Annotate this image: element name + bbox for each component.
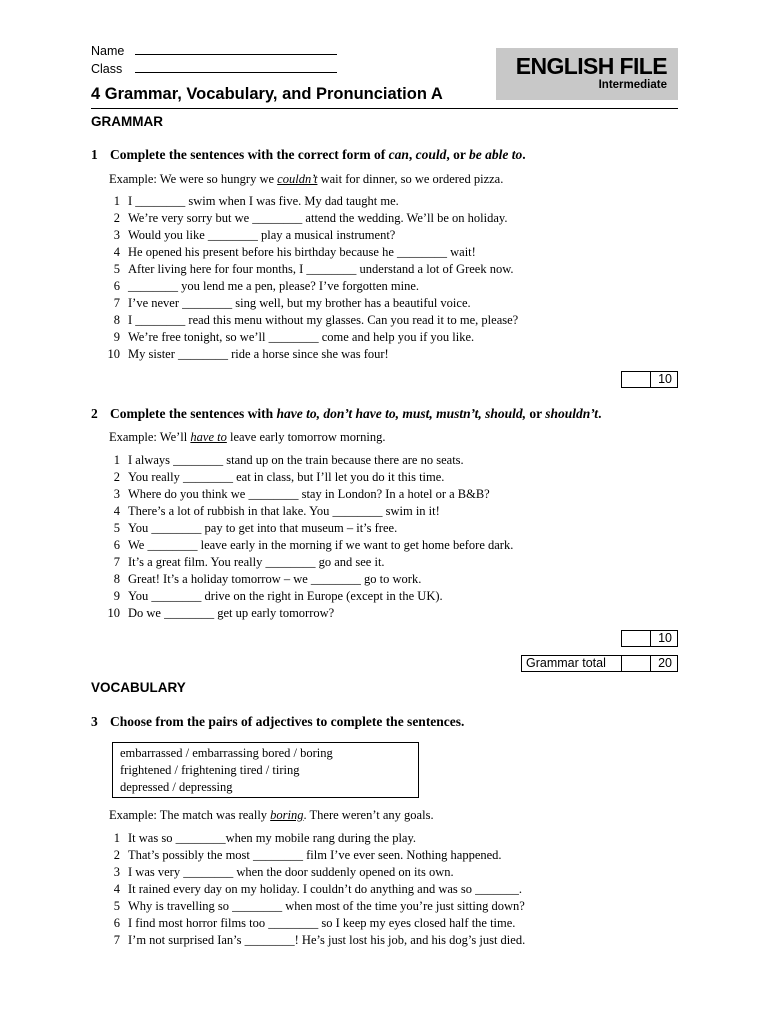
exercise-item[interactable] — [100, 588, 513, 605]
exercise-item[interactable] — [100, 210, 518, 227]
item-text: I ________ read this menu without my glasses. Can you read it to me, please? — [128, 313, 519, 327]
brand-text: ENGLISH FILE — [515, 53, 667, 79]
exercise-item[interactable] — [100, 554, 513, 571]
exercise-item[interactable] — [100, 503, 513, 520]
exercise-item[interactable] — [100, 193, 518, 210]
item-text: You ________ drive on the right in Europe (except in the UK). — [128, 589, 443, 603]
exercise-item[interactable] — [100, 898, 525, 915]
class-label: Class — [91, 62, 123, 76]
item-number: 3 — [113, 487, 120, 501]
item-number: 7 — [113, 296, 120, 310]
q1-example-answer: couldn’t — [277, 172, 318, 186]
grammar-total-box — [521, 655, 678, 672]
item-number: 1 — [113, 831, 120, 845]
item-text: I ________ swim when I was five. My dad taught me. — [128, 194, 399, 208]
question-2-example — [109, 430, 385, 445]
item-number: 5 — [113, 899, 120, 913]
item-text: My sister ________ ride a horse since she was four! — [128, 347, 389, 361]
name-label: Name — [91, 44, 125, 58]
item-number: 9 — [113, 330, 120, 344]
q3-example-answer: boring — [270, 808, 304, 822]
exercise-item[interactable] — [100, 847, 525, 864]
vocabulary-heading: VOCABULARY — [91, 680, 186, 695]
question-3-example — [109, 808, 434, 823]
exercise-item[interactable] — [100, 329, 518, 346]
item-text: You really ________ eat in class, but I’ll let you do it this time. — [128, 470, 445, 484]
item-text: Would you like ________ play a musical instrument? — [128, 228, 396, 242]
item-text: Great! It’s a holiday tomorrow – we ________ go to work. — [128, 572, 422, 586]
item-number: 6 — [113, 916, 120, 930]
question-2-score-box — [621, 630, 678, 647]
item-number: 2 — [113, 470, 120, 484]
item-number: 5 — [113, 262, 120, 276]
name-line[interactable] — [135, 44, 337, 55]
item-text: He opened his present before his birthday because he ________ wait! — [128, 245, 476, 259]
question-1-instruction — [91, 147, 526, 163]
item-text: It was so ________when my mobile rang during the play. — [128, 831, 417, 845]
item-number: 5 — [113, 521, 120, 535]
q2-score-input[interactable] — [621, 630, 651, 647]
item-number: 1 — [113, 194, 120, 208]
exercise-item[interactable] — [100, 244, 518, 261]
item-number: 1 — [113, 453, 120, 467]
q1-sep: , — [408, 147, 416, 162]
q1-end: . — [522, 147, 526, 162]
class-field[interactable] — [91, 62, 337, 76]
item-text: I always ________ stand up on the train because there are no seats. — [128, 453, 464, 467]
question-1-score-box — [621, 371, 678, 388]
q3-example-text: Example: The match was really — [109, 808, 271, 822]
page-title: 4 Grammar, Vocabulary, and Pronunciation A — [91, 85, 443, 103]
question-3-items — [100, 830, 525, 949]
q2-option-last: shouldn’t — [545, 406, 599, 421]
q3-example-text-end: . There weren’t any goals. — [303, 808, 434, 822]
item-number: 7 — [113, 933, 120, 947]
q2-instruction-text: Complete the sentences with — [110, 406, 277, 421]
exercise-item[interactable] — [100, 452, 513, 469]
exercise-item[interactable] — [100, 469, 513, 486]
exercise-item[interactable] — [100, 605, 513, 622]
exercise-item[interactable] — [100, 932, 525, 949]
item-text: I find most horror films too ________ so I keep my eyes closed half the time. — [128, 916, 516, 930]
item-text: There’s a lot of rubbish in that lake. You ________ swim in it! — [128, 504, 440, 518]
name-field[interactable] — [91, 44, 337, 58]
item-text: That’s possibly the most ________ film I’ve ever seen. Nothing happened. — [128, 848, 502, 862]
item-text: You ________ pay to get into that museum – it’s free. — [128, 521, 398, 535]
exercise-item[interactable] — [100, 864, 525, 881]
grammar-heading: GRAMMAR — [91, 114, 163, 129]
q2-example-text: Example: We’ll — [109, 430, 191, 444]
exercise-item[interactable] — [100, 227, 518, 244]
item-text: I’ve never ________ sing well, but my brother has a beautiful voice. — [128, 296, 471, 310]
item-number: 9 — [113, 589, 120, 603]
item-number: 7 — [113, 555, 120, 569]
exercise-item[interactable] — [100, 830, 525, 847]
item-text: I was very ________ when the door suddenly opened on its own. — [128, 865, 454, 879]
item-number: 6 — [113, 279, 120, 293]
q2-end: . — [598, 406, 602, 421]
word-box-line: embarrassed / embarrassing bored / boring — [120, 746, 333, 760]
item-text: We’re very sorry but we ________ attend the wedding. We’ll be on holiday. — [128, 211, 508, 225]
word-box-line: frightened / frightening tired / tiring — [120, 763, 300, 777]
item-text: I’m not surprised Ian’s ________! He’s just lost his job, and his dog’s just died. — [128, 933, 526, 947]
q1-option-be-able-to: be able to — [469, 147, 523, 162]
q1-option-could: could — [415, 147, 447, 162]
q1-sep: , or — [446, 147, 470, 162]
q1-option-can: can — [388, 147, 409, 162]
item-text: ________ you lend me a pen, please? I’ve forgotten mine. — [128, 279, 420, 293]
item-number: 4 — [113, 245, 120, 259]
exercise-item[interactable] — [100, 486, 513, 503]
exercise-item[interactable] — [100, 346, 518, 363]
exercise-item[interactable] — [100, 295, 518, 312]
q1-score-input[interactable] — [621, 371, 651, 388]
word-box-line: depressed / depressing — [120, 780, 233, 794]
item-number: 6 — [113, 538, 120, 552]
exercise-item[interactable] — [100, 881, 525, 898]
item-text: Where do you think we ________ stay in London? In a hotel or a B&B? — [128, 487, 490, 501]
question-1-items — [100, 193, 518, 363]
item-text: We ________ leave early in the morning if we want to get home before dark. — [128, 538, 514, 552]
exercise-item[interactable] — [100, 537, 513, 554]
item-text: Why is travelling so ________ when most of the time you’re just sitting down? — [128, 899, 525, 913]
exercise-item[interactable] — [100, 261, 518, 278]
item-number: 8 — [113, 313, 120, 327]
grammar-total-max: 20 — [651, 655, 678, 672]
item-text: After living here for four months, I ________ understand a lot of Greek now. — [128, 262, 514, 276]
item-number: 4 — [113, 882, 120, 896]
q3-instruction-text: Choose from the pairs of adjectives to complete the sentences. — [110, 714, 465, 729]
item-number: 2 — [113, 848, 120, 862]
item-number: 3 — [113, 865, 120, 879]
q2-score-max: 10 — [651, 630, 678, 647]
exercise-item[interactable] — [100, 571, 513, 588]
item-text: It’s a great film. You really ________ go and see it. — [128, 555, 385, 569]
grammar-total-input[interactable] — [621, 655, 651, 672]
exercise-item[interactable] — [100, 312, 518, 329]
question-2-number: 2 — [91, 406, 98, 421]
question-2-instruction — [91, 406, 601, 422]
item-number: 10 — [107, 606, 120, 620]
english-file-logo — [496, 48, 678, 100]
question-3-instruction — [91, 714, 464, 730]
q1-score-max: 10 — [651, 371, 678, 388]
item-number: 8 — [113, 572, 120, 586]
title-rule — [91, 108, 678, 109]
item-number: 10 — [107, 347, 120, 361]
q1-example-text: Example: We were so hungry we — [109, 172, 278, 186]
q2-example-text-end: leave early tomorrow morning. — [226, 430, 386, 444]
item-text: It rained every day on my holiday. I couldn’t do anything and was so _______. — [128, 882, 523, 896]
level-text: Intermediate — [598, 79, 667, 91]
exercise-item[interactable] — [100, 915, 525, 932]
item-text: Do we ________ get up early tomorrow? — [128, 606, 335, 620]
question-1-example — [109, 172, 503, 187]
grammar-total-label: Grammar total — [521, 655, 621, 672]
q1-example-text-end: wait for dinner, so we ordered pizza. — [317, 172, 504, 186]
question-3-number: 3 — [91, 714, 98, 729]
question-1-number: 1 — [91, 147, 98, 162]
adjective-word-box — [112, 742, 419, 798]
q2-example-answer: have to — [190, 430, 227, 444]
item-number: 3 — [113, 228, 120, 242]
question-2-items — [100, 452, 513, 622]
q2-options: have to, don’t have to, must, mustn’t, should, — [276, 406, 527, 421]
q2-or: or — [526, 406, 546, 421]
exercise-item[interactable] — [100, 278, 518, 295]
item-number: 2 — [113, 211, 120, 225]
class-line[interactable] — [135, 62, 337, 73]
exercise-item[interactable] — [100, 520, 513, 537]
q1-instruction-text: Complete the sentences with the correct form of — [110, 147, 389, 162]
item-number: 4 — [113, 504, 120, 518]
item-text: We’re free tonight, so we’ll ________ come and help you if you like. — [128, 330, 475, 344]
